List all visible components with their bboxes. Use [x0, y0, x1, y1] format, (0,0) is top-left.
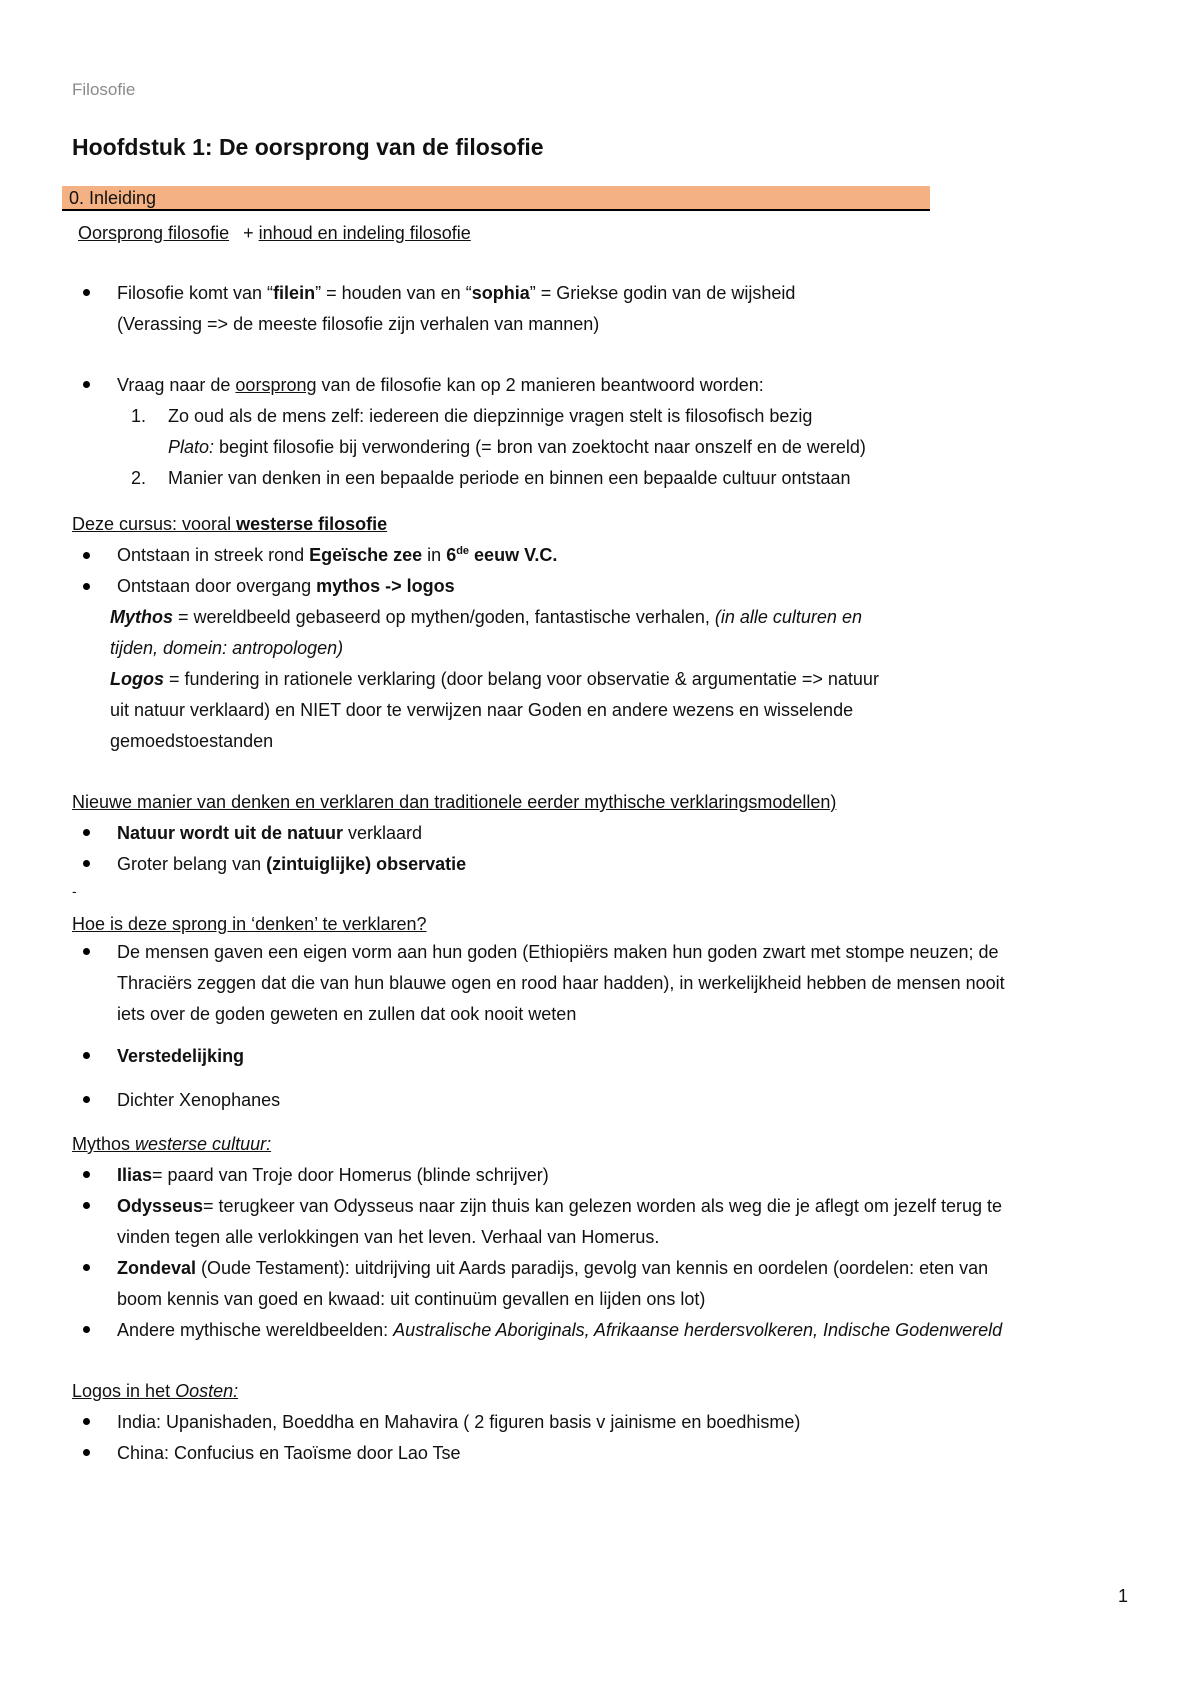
- logos-definition-line2: uit natuur verklaard) en NIET door te verwijzen naar Goden en andere wezens en wisselende: [110, 700, 854, 720]
- logos-definition: [110, 667, 879, 691]
- text: begint filosofie bij verwondering (= bron van zoektocht naar onszelf en de wereld): [214, 437, 866, 457]
- text: verklaard: [342, 823, 423, 843]
- logos-oost-bullet-2: China: Confucius en Taoïsme door Lao Tse: [117, 1443, 461, 1463]
- term-ilias: Ilias: [117, 1165, 153, 1185]
- text: westerse cultuur:: [135, 1134, 272, 1154]
- term-plato: Plato:: [168, 437, 215, 457]
- term-filein: filein: [273, 283, 316, 303]
- sprong-bullet-1-line3: iets over de goden geweten en zullen dat ook nooit weten: [117, 1004, 577, 1024]
- topic-line: [78, 221, 471, 245]
- term-natuur: Natuur wordt uit de natuur: [117, 823, 343, 843]
- bullet-icon: [83, 583, 90, 590]
- text: Filosofie komt van “: [117, 283, 274, 303]
- bullet-icon: [83, 860, 90, 867]
- nieuwe-heading: Nieuwe manier van denken en verklaren dan traditionele eerder mythische verklaringsmodellen): [72, 792, 837, 812]
- bullet-icon: [83, 1052, 90, 1059]
- bullet-icon: [83, 1096, 90, 1103]
- numbered-item-2: Manier van denken in een bepaalde periode en binnen een bepaalde cultuur ontstaan: [168, 468, 851, 488]
- numbered-item-1: Zo oud als de mens zelf: iedereen die diepzinnige vragen stelt is filosofisch bezig: [168, 406, 813, 426]
- text: (Oude Testament): uitdrijving uit Aards paradijs, gevolg van kennis en oordelen (oordelen: eten van: [196, 1258, 989, 1278]
- topic-inhoud: inhoud en indeling filosofie: [258, 223, 471, 243]
- sprong-heading: Hoe is deze sprong in ‘denken’ te verklaren?: [72, 914, 427, 934]
- bullet-icon: [83, 1449, 90, 1456]
- mythos-definition-line2: tijden, domein: antropologen): [110, 638, 344, 658]
- text: ” = Griekse godin van de wijsheid: [529, 283, 796, 303]
- text: = terugkeer van Odysseus naar zijn thuis kan gelezen worden als weg die je aflegt om jezelf terug te: [203, 1196, 1002, 1216]
- logos-definition-line3: gemoedstoestanden: [110, 731, 274, 751]
- bullet-icon: [83, 552, 90, 559]
- text: van de filosofie kan op 2 manieren beantwoord worden:: [316, 375, 764, 395]
- text: eeuw V.C.: [469, 545, 558, 565]
- term-westerse-filosofie: westerse filosofie: [236, 514, 388, 534]
- page-number: 1: [1117, 1586, 1128, 1606]
- text: = fundering in rationele verklaring (door belang voor observatie & argumentatie => natuur: [164, 669, 879, 689]
- bullet-icon: [83, 948, 90, 955]
- text: in: [422, 545, 447, 565]
- bullet-icon: [83, 1171, 90, 1178]
- text: Australische Aboriginals, Afrikaanse herdersvolkeren, Indische Godenwereld: [393, 1320, 1003, 1340]
- numbered-item-1-line2: [168, 435, 866, 459]
- mythos-west-bullet-3: [117, 1256, 988, 1280]
- sprong-bullet-1-line2: Thraciërs zeggen dat die van hun blauwe ogen en rood haar hadden), in werkelijkheid hebben de mensen nooit: [117, 973, 1005, 993]
- dash-marker: -: [72, 883, 77, 899]
- logos-oost-heading: [72, 1379, 238, 1403]
- list-number-2: 2.: [131, 468, 147, 488]
- cursus-heading: [72, 512, 387, 536]
- text: Ontstaan door overgang: [117, 576, 317, 596]
- intro-bullet-1: [117, 281, 795, 305]
- chapter-title: Hoofdstuk 1: De oorsprong van de filosofie: [72, 134, 544, 160]
- logos-oost-bullet-1: India: Upanishaden, Boeddha en Mahavira ( 2 figuren basis v jainisme en boedhisme): [117, 1412, 801, 1432]
- cursus-bullet-2: [117, 574, 455, 598]
- sprong-bullet-3: Dichter Xenophanes: [117, 1090, 281, 1110]
- section-heading-bar: 0. Inleiding: [62, 186, 930, 211]
- text: (in alle culturen en: [714, 607, 862, 627]
- mythos-west-bullet-4: [117, 1318, 1002, 1342]
- term-egeische-zee: Egeïsche zee: [309, 545, 423, 565]
- text: Logos in het: [72, 1381, 176, 1401]
- intro-bullet-2: [117, 373, 764, 397]
- text: Ontstaan in streek rond: [117, 545, 310, 565]
- running-header: Filosofie: [72, 80, 136, 99]
- bullet-icon: [83, 1264, 90, 1271]
- text: Groter belang van: [117, 854, 267, 874]
- text: Mythos: [72, 1134, 136, 1154]
- nieuwe-bullet-1: [117, 821, 422, 845]
- topic-oorsprong: Oorsprong filosofie: [78, 223, 230, 243]
- mythos-west-bullet-1: [117, 1163, 549, 1187]
- text: = paard van Troje door Homerus (blinde schrijver): [152, 1165, 549, 1185]
- term-sophia: sophia: [471, 283, 530, 303]
- nieuwe-bullet-2: [117, 852, 466, 876]
- term-mythos: Mythos: [110, 607, 173, 627]
- mythos-definition: [110, 605, 862, 629]
- term-observatie: (zintuiglijke) observatie: [266, 854, 467, 874]
- text: Deze cursus: vooral: [72, 514, 237, 534]
- cursus-bullet-1: [117, 543, 557, 567]
- text: Andere mythische wereldbeelden:: [117, 1320, 394, 1340]
- term-zondeval: Zondeval: [117, 1258, 197, 1278]
- text: 6: [446, 545, 457, 565]
- mythos-west-heading: [72, 1132, 271, 1156]
- bullet-icon: [83, 1202, 90, 1209]
- bullet-icon: [83, 289, 90, 296]
- sprong-bullet-2: Verstedelijking: [117, 1046, 245, 1066]
- text: Oosten:: [175, 1381, 239, 1401]
- bullet-icon: [83, 1326, 90, 1333]
- bullet-icon: [83, 1418, 90, 1425]
- text: ” = houden van en “: [315, 283, 472, 303]
- term-odysseus: Odysseus: [117, 1196, 204, 1216]
- term-oorsprong: oorsprong: [235, 375, 317, 395]
- term-mythos-logos: mythos -> logos: [316, 576, 455, 596]
- superscript: de: [456, 545, 470, 557]
- mythos-west-bullet-2-line2: vinden tegen alle verlokkingen van het leven. Verhaal van Homerus.: [117, 1227, 660, 1247]
- mythos-west-bullet-2: [117, 1194, 1002, 1218]
- intro-bullet-1-line2: (Verassing => de meeste filosofie zijn verhalen van mannen): [117, 314, 600, 334]
- topic-plus: +: [243, 223, 259, 243]
- bullet-icon: [83, 829, 90, 836]
- term-logos: Logos: [110, 669, 164, 689]
- text: Vraag naar de: [117, 375, 236, 395]
- text: = wereldbeeld gebaseerd op mythen/goden, fantastische verhalen,: [173, 607, 715, 627]
- bullet-icon: [83, 381, 90, 388]
- mythos-west-bullet-3-line2: boom kennis van goed en kwaad: uit continuüm gevallen en lijden ons lot): [117, 1289, 706, 1309]
- list-number-1: 1.: [131, 406, 147, 426]
- sprong-bullet-1: De mensen gaven een eigen vorm aan hun goden (Ethiopiërs maken hun goden zwart met stompe neuzen; de: [117, 942, 999, 962]
